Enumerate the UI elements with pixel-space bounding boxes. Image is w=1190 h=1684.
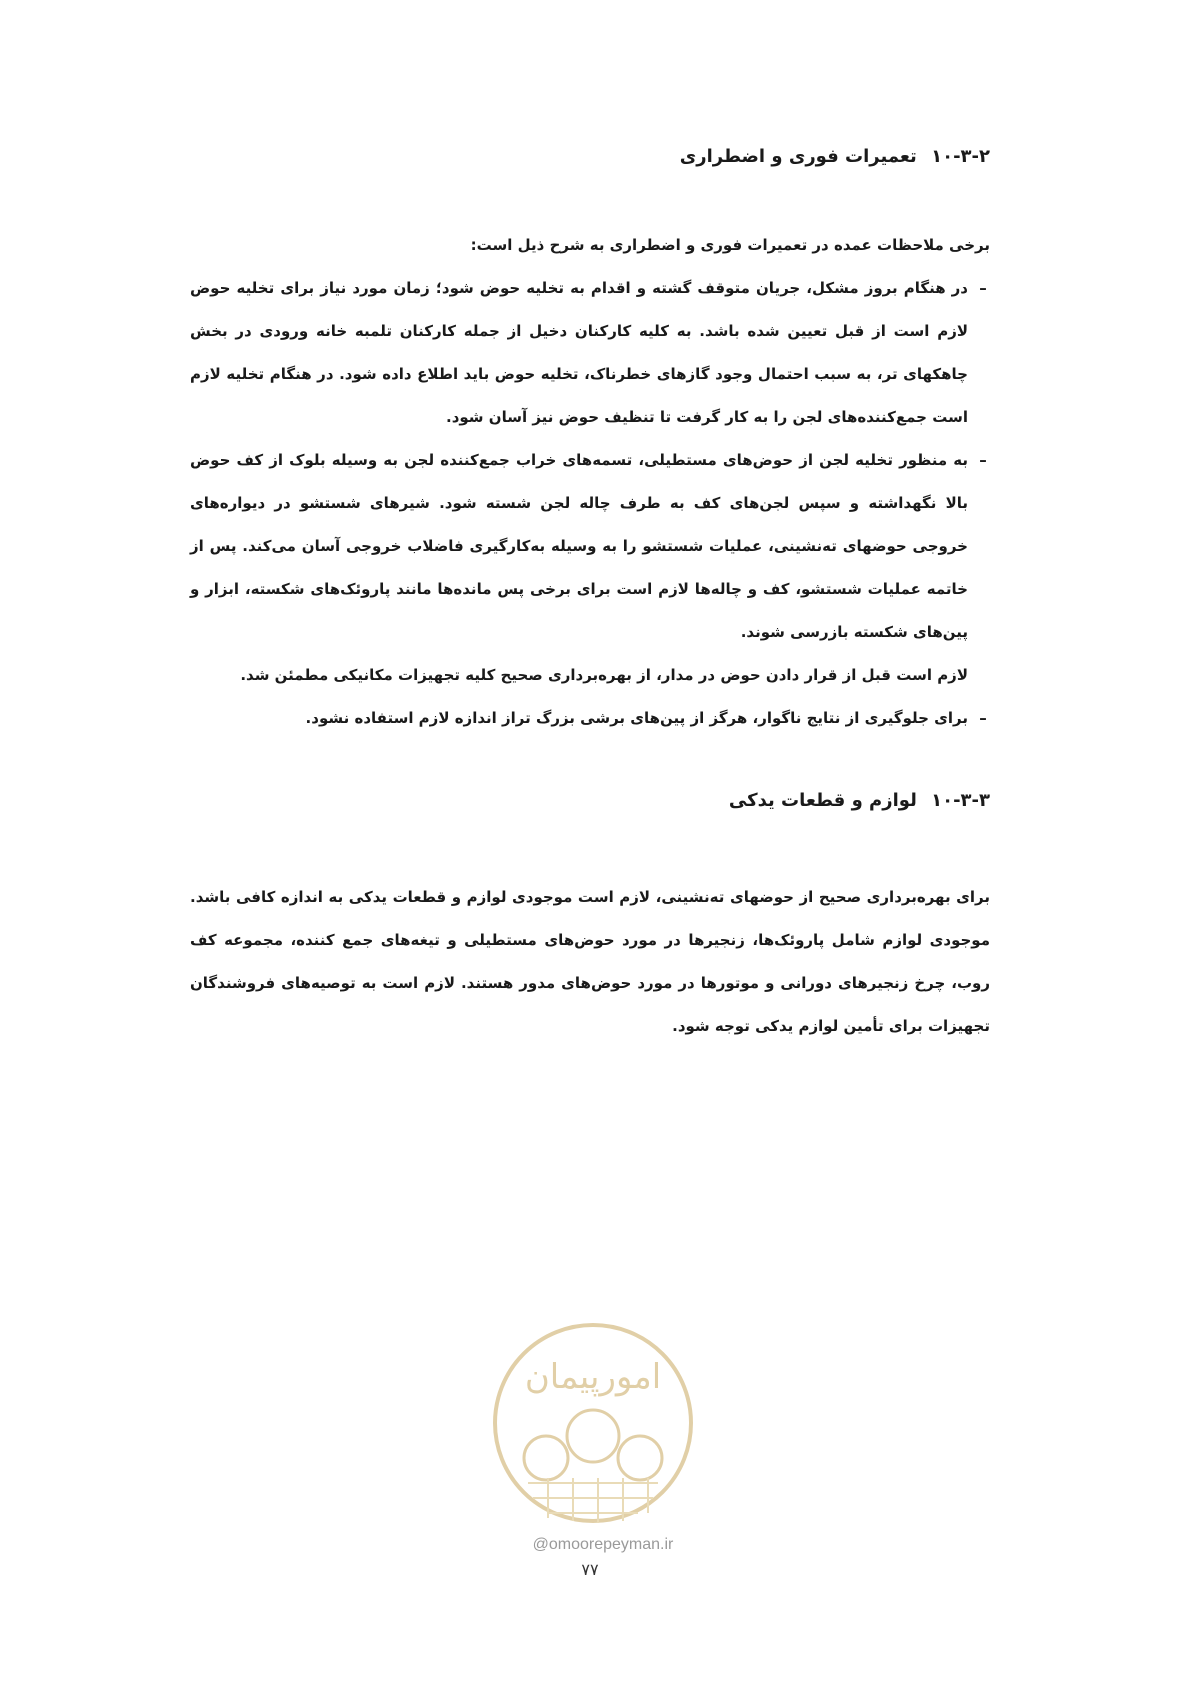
- intro-paragraph: برخی ملاحظات عمده در تعمیرات فوری و اضطراری به شرح ذیل است:: [470, 236, 990, 254]
- bullet-text: برای جلوگیری از نتایج ناگوار، هرگز از پین‌های برشی بزرگ تراز اندازه لازم استفاده نشود.: [305, 709, 968, 727]
- bullet-item: [190, 267, 990, 439]
- watermark-logo-text: امورپیمان: [524, 1357, 662, 1397]
- bullet-item: [190, 439, 990, 654]
- section-title: لوازم و قطعات یدکی: [728, 790, 917, 811]
- section-heading-spare-parts: [190, 784, 990, 818]
- section-number: ۱۰-۳-۲: [931, 146, 990, 167]
- bullet-marker: –: [979, 279, 987, 297]
- section-number: ۱۰-۳-۳: [931, 790, 990, 811]
- watermark-logo: [488, 1318, 698, 1528]
- bullet-list-last: [190, 697, 990, 740]
- page-content: [190, 140, 990, 1048]
- bullet-marker: –: [979, 451, 987, 469]
- section-heading-emergency-repairs: [190, 140, 990, 174]
- note-paragraph: لازم است قبل از قرار دادن حوض در مدار، از بهره‌برداری صحیح کلیه تجهیزات مکانیکی مطمئن شد.: [240, 666, 968, 684]
- spare-parts-paragraph: برای بهره‌برداری صحیح از حوضهای ته‌نشینی، لازم است موجودی لوازم و قطعات یدکی به اندازه کافی باشد. موجودی لوازم شامل پاروئک‌ها، زنجیرها در مورد حوض‌های مستطیلی و تیغه‌های جمع کننده، مجموعه کف روب، چرخ زنجیرهای دورانی و موتورها در مورد حوض‌های مدور هستند. لازم است به توصیه‌های فروشندگان تجهیزات برای تأمین لوازم یدکی توجه شود.: [190, 888, 990, 1035]
- bullet-marker: –: [979, 709, 987, 727]
- bullet-item: [190, 697, 990, 740]
- bullet-text: به منظور تخلیه لجن از حوض‌های مستطیلی، تسمه‌های خراب جمع‌کننده لجن به وسیله بلوک از کف حوض بالا نگهداشته و سپس لجن‌های کف به طرف چاله لجن شسته شود. شیرهای شستشو در دیواره‌های خروجی حوضهای ته‌نشینی، عملیات شستشو را به وسیله به‌کارگیری فاضلاب خروجی آسان می‌کند. پس از خاتمه عملیات شستشو، کف و چاله‌ها لازم است برای برخی پس مانده‌ها مانند پاروئک‌های شکسته، ابزار و پین‌های شکسته بازرسی شوند.: [190, 451, 968, 641]
- page-number: ۷۷: [581, 1560, 599, 1579]
- bullet-list: [190, 267, 990, 654]
- watermark-url: @omoorepeyman.ir: [532, 1536, 674, 1553]
- bullet-text: در هنگام بروز مشکل، جریان متوقف گشته و اقدام به تخلیه حوض شود؛ زمان مورد نیاز برای تخلیه حوض لازم است از قبل تعیین شده باشد. به کلیه کارکنان دخیل از جمله کارکنان تلمبه خانه ورودی در بخش چاهکهای تر، به سبب احتمال وجود گازهای خطرناک، تخلیه حوض باید اطلاع داده شود. در هنگام تخلیه لازم است جمع‌کننده‌های لجن را به کار گرفت تا تنظیف حوض نیز آسان شود.: [190, 279, 968, 426]
- section-title: تعمیرات فوری و اضطراری: [679, 146, 917, 167]
